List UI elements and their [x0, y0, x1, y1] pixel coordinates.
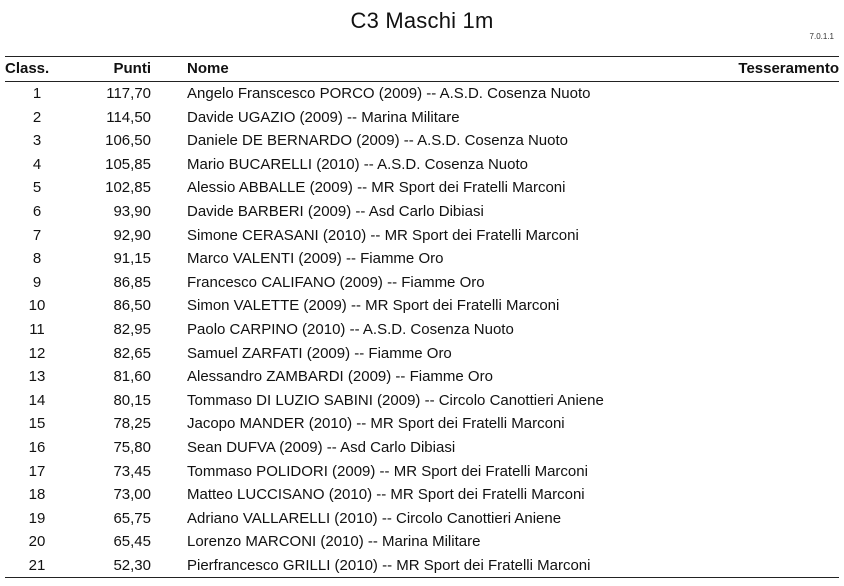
table-row [5, 176, 839, 200]
name-cell: Samuel ZARFATI (2009) -- Fiamme Oro [187, 344, 452, 362]
points-cell: 114,50 [106, 108, 151, 126]
results-table [5, 56, 839, 578]
column-header-punti: Punti [113, 60, 151, 77]
points-cell: 75,80 [113, 438, 151, 456]
table-row [5, 129, 839, 153]
rank-cell: 17 [28, 462, 46, 480]
table-row [5, 389, 839, 413]
points-cell: 80,15 [113, 391, 151, 409]
points-cell: 117,70 [106, 85, 151, 102]
points-cell: 105,85 [105, 155, 151, 173]
name-cell: Simon VALETTE (2009) -- MR Sport dei Fratelli Marconi [187, 297, 560, 315]
rank-cell: 10 [28, 297, 46, 315]
column-header-class: Class. [5, 60, 50, 77]
table-row [5, 554, 839, 578]
name-cell: Davide BARBERI (2009) -- Asd Carlo Dibiasi [187, 202, 484, 220]
rank-cell: 6 [32, 202, 42, 220]
table-row [5, 365, 839, 389]
name-cell: Tommaso DI LUZIO SABINI (2009) -- Circolo Canottieri Aniene [187, 391, 604, 409]
points-cell: 82,65 [113, 344, 151, 362]
name-cell: Simone CERASANI (2010) -- MR Sport dei Fratelli Marconi [187, 226, 579, 244]
name-cell: Pierfrancesco GRILLI (2010) -- MR Sport dei Fratelli Marconi [187, 556, 591, 574]
name-cell: Angelo Franscesco PORCO (2009) -- A.S.D. Cosenza Nuoto [187, 85, 591, 102]
table-row [5, 507, 839, 531]
rank-cell: 2 [32, 108, 42, 126]
name-cell: Mario BUCARELLI (2010) -- A.S.D. Cosenza Nuoto [187, 155, 528, 173]
rank-cell: 13 [28, 368, 46, 386]
points-cell: 102,85 [105, 179, 151, 197]
rank-cell: 21 [28, 556, 46, 574]
name-cell: Jacopo MANDER (2010) -- MR Sport dei Fratelli Marconi [187, 415, 565, 433]
points-cell: 73,45 [113, 462, 151, 480]
name-cell: Davide UGAZIO (2009) -- Marina Militare [187, 108, 460, 126]
table-row [5, 342, 839, 366]
rank-cell: 9 [32, 273, 42, 291]
table-row [5, 247, 839, 271]
name-cell: Daniele DE BERNARDO (2009) -- A.S.D. Cosenza Nuoto [187, 132, 568, 150]
rank-cell: 16 [28, 438, 46, 456]
rank-cell: 14 [28, 391, 46, 409]
points-cell: 86,85 [113, 273, 151, 291]
table-header [5, 57, 839, 81]
rank-cell: 12 [28, 344, 46, 362]
rank-cell: 7 [32, 226, 42, 244]
rank-cell: 5 [32, 179, 42, 197]
name-cell: Adriano VALLARELLI (2010) -- Circolo Canottieri Aniene [187, 509, 562, 527]
table-row [5, 153, 839, 177]
rank-cell: 11 [29, 320, 45, 338]
points-cell: 52,30 [113, 556, 151, 574]
name-cell: Marco VALENTI (2009) -- Fiamme Oro [187, 250, 444, 268]
table-row [5, 82, 839, 106]
table-body [5, 82, 839, 577]
name-cell: Paolo CARPINO (2010) -- A.S.D. Cosenza Nuoto [187, 320, 514, 338]
name-cell: Francesco CALIFANO (2009) -- Fiamme Oro [187, 273, 485, 291]
page-title: C3 Maschi 1m [350, 8, 494, 33]
points-cell: 65,75 [113, 509, 151, 527]
name-cell: Lorenzo MARCONI (2010) -- Marina Militare [187, 533, 481, 551]
table-row [5, 412, 839, 436]
rank-cell: 3 [32, 132, 42, 150]
points-cell: 92,90 [113, 226, 151, 244]
table-bottom-rule [5, 577, 839, 578]
points-cell: 82,95 [113, 320, 151, 338]
rank-cell: 4 [32, 155, 42, 173]
points-cell: 106,50 [105, 132, 151, 150]
table-row [5, 106, 839, 130]
rank-cell: 8 [32, 250, 42, 268]
points-cell: 65,45 [113, 533, 151, 551]
table-row [5, 483, 839, 507]
name-cell: Alessio ABBALLE (2009) -- MR Sport dei Fratelli Marconi [187, 179, 566, 197]
table-row [5, 530, 839, 554]
rank-cell: 20 [28, 533, 46, 551]
column-header-nome: Nome [187, 60, 229, 77]
table-row [5, 271, 839, 295]
table-row [5, 318, 839, 342]
table-row [5, 200, 839, 224]
points-cell: 86,50 [113, 297, 151, 315]
points-cell: 73,00 [113, 486, 151, 504]
name-cell: Sean DUFVA (2009) -- Asd Carlo Dibiasi [187, 438, 456, 456]
rank-cell: 19 [28, 509, 46, 527]
table-row [5, 460, 839, 484]
table-row [5, 224, 839, 248]
name-cell: Alessandro ZAMBARDI (2009) -- Fiamme Oro [187, 368, 493, 386]
points-cell: 93,90 [113, 202, 151, 220]
rank-cell: 15 [28, 415, 46, 433]
version-label: 7.0.1.1 [809, 32, 834, 41]
points-cell: 81,60 [113, 368, 151, 386]
name-cell: Matteo LUCCISANO (2010) -- MR Sport dei Fratelli Marconi [187, 486, 585, 504]
rank-cell: 1 [32, 85, 42, 102]
column-header-tesseramento: Tesseramento [738, 60, 839, 77]
points-cell: 91,15 [113, 250, 151, 268]
points-cell: 78,25 [113, 415, 151, 433]
table-row [5, 294, 839, 318]
table-row [5, 436, 839, 460]
rank-cell: 18 [28, 486, 46, 504]
name-cell: Tommaso POLIDORI (2009) -- MR Sport dei Fratelli Marconi [187, 462, 588, 480]
